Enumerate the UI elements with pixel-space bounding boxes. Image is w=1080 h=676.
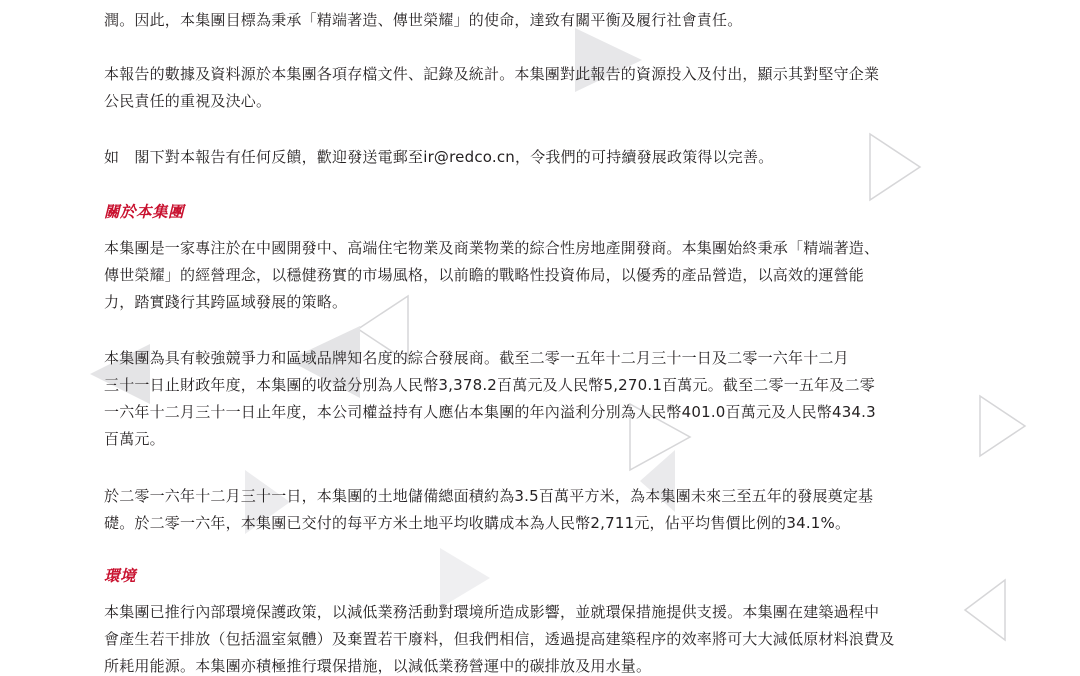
text-line: 會產生若干排放（包括溫室氣體）及棄置若干廢料，但我們相信，透過提高建築程序的效率將可大大減低原材料浪費及: [104, 630, 895, 648]
text-line: 如 閣下對本報告有任何反饋，歡迎發送電郵至ir@redco.cn，令我們的可持續發展政策得以完善。: [104, 148, 774, 166]
text-line: 本集團是一家專注於在中國開發中、高端住宅物業及商業物業的綜合性房地產開發商。本集團始終秉承「精端著造、: [104, 239, 880, 257]
text-line: 於二零一六年十二月三十一日，本集團的土地儲備總面積約為3.5百萬平方米，為本集團未來三至五年的發展奠定基: [104, 487, 874, 505]
text-line: 公民責任的重視及決心。: [104, 92, 272, 110]
text-line: 所耗用能源。本集團亦積極推行環保措施，以減低業務營運中的碳排放及用水量。: [104, 657, 652, 675]
text-line: 本集團已推行內部環境保護政策，以減低業務活動對環境所造成影響，並就環保措施提供支援。本集團在建築過程中: [104, 603, 880, 621]
text-line: 傳世榮耀」的經營理念，以穩健務實的市場風格，以前瞻的戰略性投資佈局，以優秀的產品營造，以高效的運營能: [104, 266, 865, 284]
text-line: 一六年十二月三十一日止年度，本公司權益持有人應佔本集團的年內溢利分別為人民幣401.0百萬元及人民幣434.3: [104, 403, 876, 421]
section-heading-about: 關於本集團: [104, 203, 185, 221]
text-line: 三十一日止財政年度，本集團的收益分別為人民幣3,378.2百萬元及人民幣5,270.1百萬元。截至二零一五年及二零: [104, 376, 875, 394]
text-line: 本報告的數據及資料源於本集團各項存檔文件、記錄及統計。本集團對此報告的資源投入及付出，顯示其對堅守企業: [104, 65, 880, 83]
text-line: 本集團為具有較強競爭力和區域品牌知名度的綜合發展商。截至二零一五年十二月三十一日及二零一六年十二月: [104, 349, 849, 367]
text-line: 百萬元。: [104, 430, 165, 448]
text-line: 力，踏實踐行其跨區域發展的策略。: [104, 293, 348, 311]
text-line: 潤。因此，本集團目標為秉承「精端著造、傳世榮耀」的使命，達致有關平衡及履行社會責任。: [104, 11, 743, 29]
text-line: 礎。於二零一六年，本集團已交付的每平方米土地平均收購成本為人民幣2,711元，佔平均售價比例的34.1%。: [104, 514, 851, 532]
section-heading-environment: 環境: [104, 567, 137, 585]
